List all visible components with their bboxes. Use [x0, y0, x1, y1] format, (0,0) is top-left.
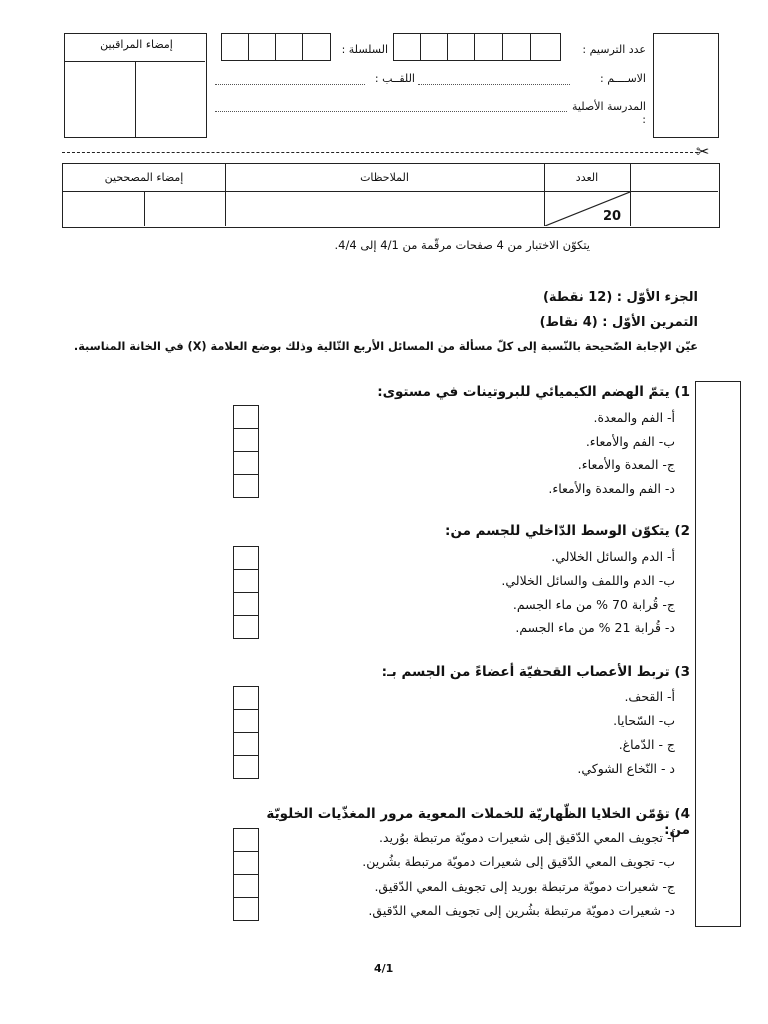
school-line[interactable] — [215, 111, 567, 112]
q3-option-d: د - النّخاع الشوكي. — [577, 761, 675, 776]
q1-checkbox-b[interactable] — [233, 428, 259, 452]
q4-option-b: ب- تجويف المعي الدّقيق إلى شعيرات دمويّة مرتبطة بشُرين. — [362, 854, 675, 869]
q1-option-d: د- الفم والمعدة والأمعاء. — [548, 481, 675, 496]
photo-box — [653, 33, 719, 138]
question-3: 3) تربط الأعصاب القحفيّة أعضاءً من الجسم بـ: — [381, 664, 690, 680]
remarks-label: الملاحظات — [360, 171, 409, 184]
q2-checkbox-c[interactable] — [233, 592, 259, 616]
q1-option-a: أ- الفم والمعدة. — [593, 410, 675, 425]
q1-checkbox-c[interactable] — [233, 451, 259, 475]
q4-option-c: ج- شعيرات دمويّة مرتبطة بوريد إلى تجويف المعي الدّقيق. — [374, 879, 675, 894]
q3-checkbox-c[interactable] — [233, 732, 259, 756]
q1-option-c: ج- المعدة والأمعاء. — [577, 457, 675, 472]
school-label: المدرسة الأصلية : — [572, 100, 646, 126]
registration-label: عدد الترسيم : — [582, 43, 646, 56]
q3-option-c: ج - الدّماغ. — [618, 737, 675, 752]
q3-checkbox-a[interactable] — [233, 686, 259, 710]
notice-text: يتكوّن الاختبار من 4 صفحات مرقّمة من 4/1 إلى 4/4. — [334, 238, 590, 252]
q1-option-b: ب- الفم والأمعاء. — [585, 434, 675, 449]
q4-checkbox-c[interactable] — [233, 874, 259, 898]
series-label: السلسلة : — [341, 43, 388, 56]
q1-checkbox-d[interactable] — [233, 474, 259, 498]
name-line[interactable] — [418, 84, 570, 85]
q3-checkbox-b[interactable] — [233, 709, 259, 733]
question-1: 1) يتمّ الهضم الكيميائي للبروتينات في مستوى: — [377, 384, 690, 400]
supervisors-signature-label: إمضاء المراقبين — [100, 38, 173, 51]
exercise1-title: التمرين الأوّل : (4 نقاط) — [539, 315, 698, 330]
name-label: الاســــم : — [600, 72, 646, 85]
question-4: 4) تؤمّن الخلايا الظّهاريّة للخملات المعوية مرور المغذّيات الخلويّة من: — [266, 806, 690, 838]
series-cells[interactable] — [221, 33, 331, 61]
surname-line[interactable] — [215, 84, 365, 85]
registration-cells[interactable] — [393, 33, 561, 61]
q3-option-a: أ- القحف. — [624, 689, 675, 704]
q4-option-a: أ- تجويف المعي الدّقيق إلى شعيرات دمويّة مرتبطة بوُريد. — [379, 830, 675, 845]
grade-total: 20 — [603, 209, 622, 224]
q3-checkbox-d[interactable] — [233, 755, 259, 779]
surname-label: اللقــب : — [374, 72, 415, 85]
q3-option-b: ب- السّحايا. — [613, 713, 675, 728]
q2-checkbox-d[interactable] — [233, 615, 259, 639]
q2-option-b: ب- الدم واللمف والسائل الخلالي. — [501, 573, 675, 588]
instruction-text: عيّن الإجابة الصّحيحة بالنّسبة إلى كلّ مسألة من المسائل الأربع التّالية وذلك بوضع العلامة (X) في الخانة المناسبة. — [73, 340, 698, 353]
q4-option-d: د- شعيرات دمويّة مرتبطة بشُرين إلى تجويف المعي الدّقيق. — [368, 903, 675, 918]
correctors-signature-label: إمضاء المصححين — [104, 171, 184, 184]
question-2: 2) يتكوّن الوسط الدّاخلي للجسم من: — [445, 523, 690, 539]
q2-option-c: ج- قُرابة 70 % من ماء الجسم. — [512, 597, 675, 612]
supervisors-signature-box — [64, 33, 207, 138]
q1-checkbox-a[interactable] — [233, 405, 259, 429]
answer-grade-box — [695, 381, 741, 927]
q2-option-a: أ- الدم والسائل الخلالي. — [551, 549, 675, 564]
q2-checkbox-a[interactable] — [233, 546, 259, 570]
correctors-divider — [144, 191, 145, 226]
q4-checkbox-a[interactable] — [233, 828, 259, 852]
part1-title: الجزء الأوّل : (12 نقطة) — [542, 290, 698, 305]
grade-label: العدد — [575, 171, 599, 184]
cut-line — [62, 152, 698, 153]
q2-option-d: د- قُرابة 21 % من ماء الجسم. — [515, 620, 675, 635]
page-number: 4/1 — [374, 962, 394, 975]
scissors-icon: ✂ — [696, 142, 710, 161]
grading-table — [62, 163, 720, 228]
supervisors-divider-v — [135, 61, 136, 137]
q4-checkbox-b[interactable] — [233, 851, 259, 875]
q2-checkbox-b[interactable] — [233, 569, 259, 593]
q4-checkbox-d[interactable] — [233, 897, 259, 921]
